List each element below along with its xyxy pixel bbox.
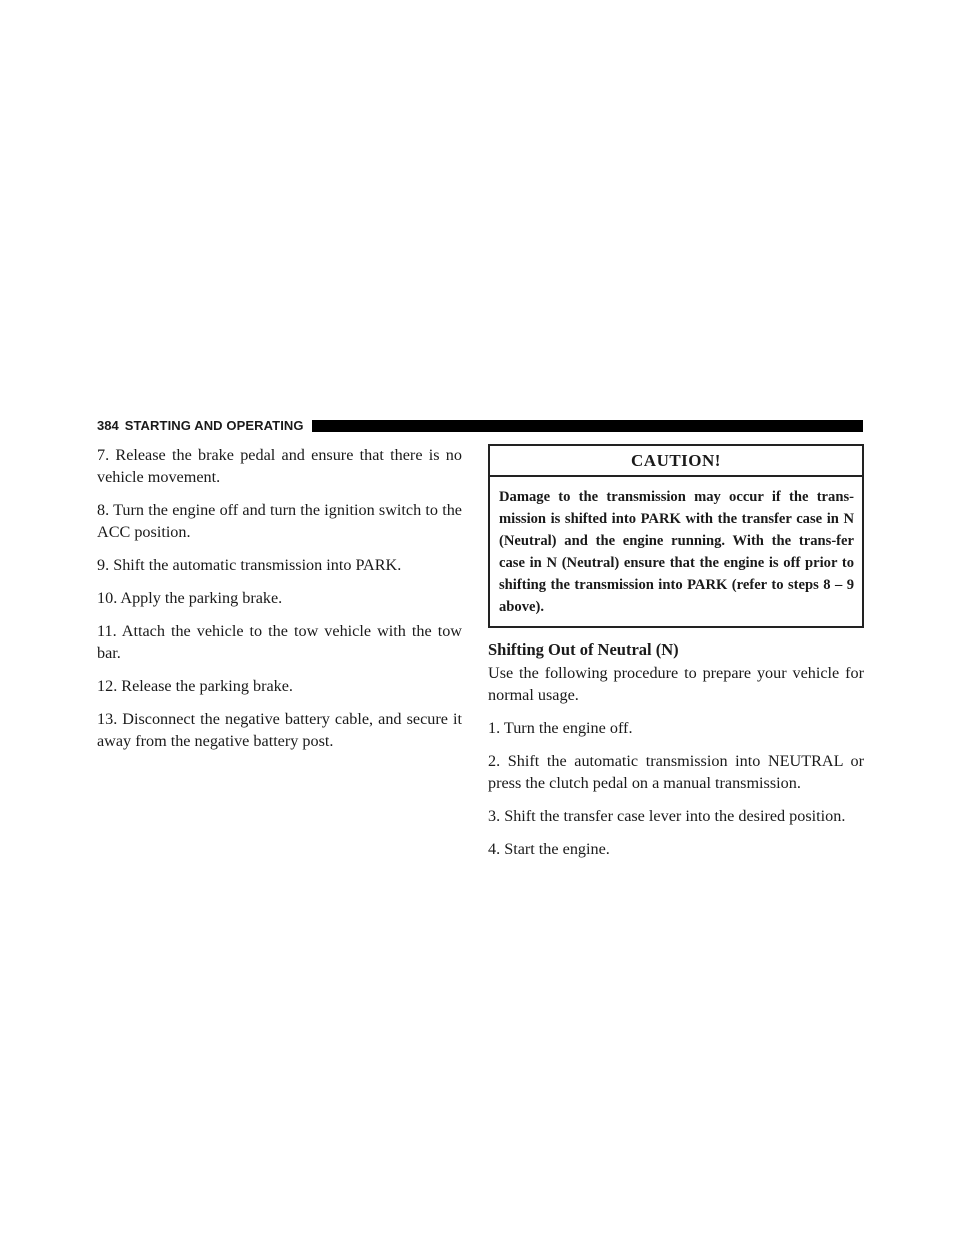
section-heading: Shifting Out of Neutral (N) — [488, 640, 679, 659]
intro-paragraph: Use the following procedure to prepare your vehicle for normal usage. — [488, 664, 864, 704]
caution-text: Damage to the transmission may occur if the trans-mission is shifted into PARK with the transfer case in N (Neutral) and the engine running. With the trans-fer case in N (Neutral) ensure that the engine is off prior to shifting the transmission into PARK (refer to steps 8 – 9 above). — [499, 489, 854, 615]
step-8: 8. Turn the engine off and turn the ignition switch to the ACC position. — [97, 501, 462, 541]
step-13: 13. Disconnect the negative battery cable, and secure it away from the negative battery post. — [97, 710, 462, 750]
step-7: 7. Release the brake pedal and ensure that there is no vehicle movement. — [97, 446, 462, 486]
caution-box — [488, 444, 864, 628]
step-9: 9. Shift the automatic transmission into PARK. — [97, 556, 402, 574]
step-10: 10. Apply the parking brake. — [97, 589, 283, 607]
page-header — [97, 417, 863, 434]
header-rule — [312, 420, 863, 432]
section-title: STARTING AND OPERATING — [124, 418, 304, 433]
right-column — [488, 444, 864, 871]
step-3: 3. Shift the transfer case lever into the desired position. — [488, 807, 846, 825]
step-11: 11. Attach the vehicle to the tow vehicle with the tow bar. — [97, 622, 462, 662]
step-12: 12. Release the parking brake. — [97, 677, 293, 695]
page-number: 384 — [97, 418, 119, 433]
step-1: 1. Turn the engine off. — [488, 719, 633, 737]
step-2: 2. Shift the automatic transmission into NEUTRAL or press the clutch pedal on a manual transmission. — [488, 752, 864, 792]
left-column — [97, 444, 462, 763]
step-4: 4. Start the engine. — [488, 840, 610, 858]
caution-title: CAUTION! — [490, 446, 862, 477]
